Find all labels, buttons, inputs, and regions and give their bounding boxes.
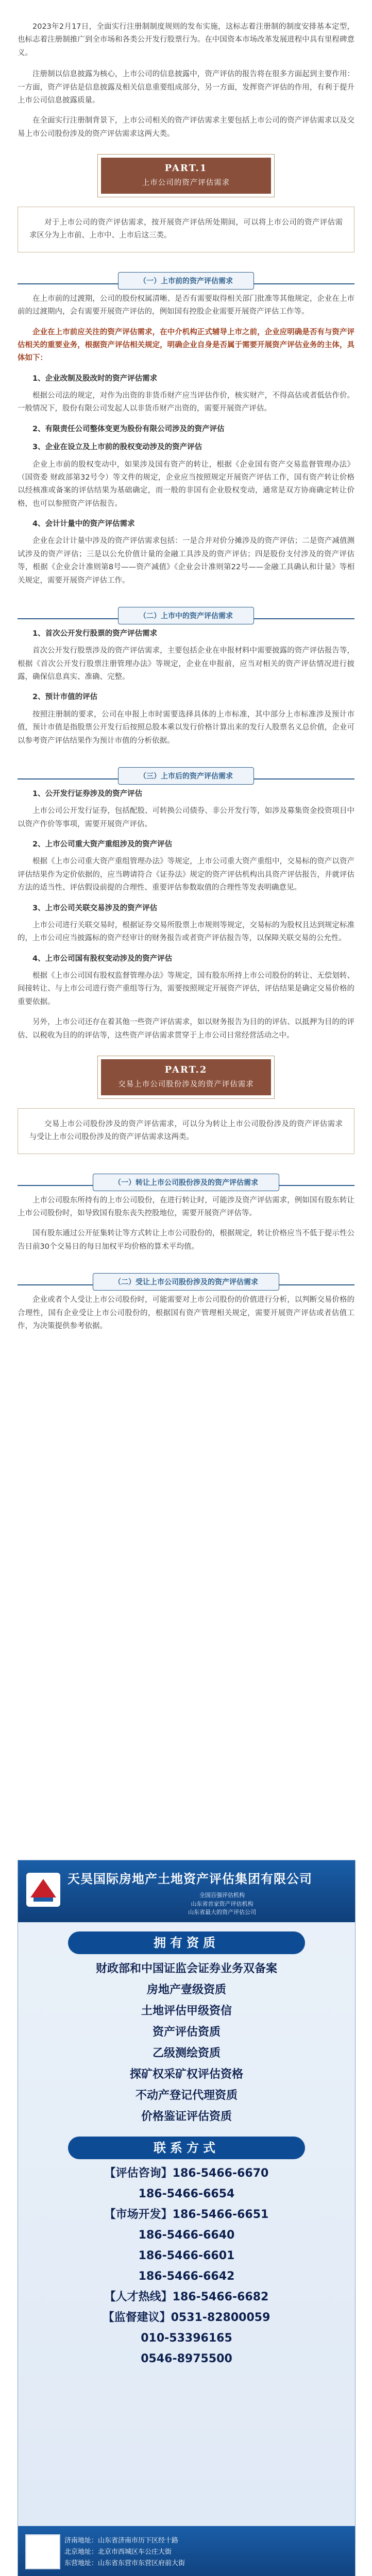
post-ipo-item-3: 3、上市公司关联交易涉及的资产评估 xyxy=(32,904,158,912)
ad-tagline-2: 山东省首家资产评估机构 xyxy=(191,1900,253,1907)
intro-paragraph-3: 在全面实行注册制背景下，上市公司相关的资产评估需求主要包括上市公司的资产评估需求以及交易上市公司股份涉及的资产评估需求这两大类。 xyxy=(18,116,354,138)
address-line: 东营地址：山东省东营市东营区府前大街 xyxy=(64,2560,185,2568)
qr-code-icon xyxy=(25,2534,60,2569)
qualification-item: 房地产壹级资质 xyxy=(146,1984,226,1996)
transfer-title: （一）转让上市公司股份涉及的资产评估需求 xyxy=(93,1174,279,1191)
post-ipo-paragraph-2: 根据《上市公司重大资产重组管理办法》等规定，上市公司重大资产重组中，交易标的资产以资产评估结果作为定价依据的，应当聘请符合《证券法》规定的资产评估机构出具资产评估报告，并就评估方法的适当性、评估假设前提的合理性、重要评估参数取值的合理性等发表明确意见。 xyxy=(18,857,354,892)
ipo-title: （二）上市中的资产评估需求 xyxy=(118,607,254,624)
pre-ipo-paragraph-3: 企业上市前的股权变动中，如果涉及国有资产的转让，根据《企业国有资产交易监督管理办法》（国资委 财政部第32号令）等文件的规定，企业应当按照规定开展资产评估工作，国有资产转让价格以经核准或备案的评估结果为基础确定，而一般的非国有企业股权变动，通常是双方协商确定转让价格，也可以参照资产评估报告。 xyxy=(18,460,354,508)
part2-banner xyxy=(97,1056,275,1099)
ad-addresses xyxy=(64,2535,185,2569)
post-ipo-item-2: 2、上市公司重大资产重组涉及的资产评估 xyxy=(32,840,173,849)
contact-item: 【监督建议】0531-82800059 xyxy=(103,2311,270,2324)
pre-ipo-title: （一）上市前的资产评估需求 xyxy=(118,272,254,290)
ad-tagline xyxy=(188,1891,256,1917)
contact-item: 010-53396165 xyxy=(141,2332,232,2345)
qualification-item: 财政部和中国证监会证券业务双备案 xyxy=(95,1962,277,1975)
ad-tagline-1: 全国百强评估机构 xyxy=(199,1892,245,1899)
ipo-item-1: 1、首次公开发行股票的资产评估需求 xyxy=(32,629,158,638)
contact-item: 186-5466-6601 xyxy=(138,2249,235,2262)
part2-note xyxy=(18,1108,354,1154)
company-advertisement xyxy=(18,1860,356,2576)
intro-paragraph-1: 2023年2月17日，全面实行注册制制度规则的发布实施，这标志着注册制的制度安排基本定型，也标志着注册制推广到全市场和各类公开发行股票行为。在中国资本市场改革发展进程中具有里程碑意义。 xyxy=(18,23,354,57)
qualification-item: 乙级测绘资质 xyxy=(152,2047,221,2060)
contact-list xyxy=(18,2163,355,2369)
contact-item: 186-5466-6654 xyxy=(138,2188,235,2200)
part1-subtitle: 上市公司的资产评估需求 xyxy=(142,179,230,187)
ad-footer xyxy=(18,2526,355,2576)
qualifications-list xyxy=(18,1958,355,2127)
post-ipo-item-4: 4、上市公司国有股权变动涉及的资产评估 xyxy=(32,954,173,963)
post-ipo-item-1: 1、公开发行证券涉及的资产评估 xyxy=(32,789,143,798)
contact-item: 186-5466-6640 xyxy=(138,2229,235,2242)
ad-header xyxy=(18,1860,355,1922)
contact-item: 186-5466-6642 xyxy=(138,2270,235,2283)
address-line: 北京地址：北京市西城区车公庄大街 xyxy=(64,2548,172,2556)
post-ipo-paragraph-3: 上市公司进行关联交易时，根据证券交易所股票上市规则等规定，交易标的为股权且达到规定标准的，上市公司应当披露标的资产经审计的财务报告或者资产评估报告等，以保障关联交易的公允性。 xyxy=(18,921,354,943)
contact-item: 0546-8975500 xyxy=(141,2352,232,2365)
pre-ipo-paragraph-1: 在上市前的过渡期，公司的股份权属清晰、是否有需要取得相关部门批准等其他规定，企业在上市前的过渡期内，会有需要开展资产评估的，例如国有控股企业需要开展资产评估工作等。 xyxy=(18,294,354,316)
qualification-item: 探矿权采矿权评估资格 xyxy=(129,2068,243,2081)
part1-title: PART.1 xyxy=(164,163,208,174)
receive-paragraph-1: 企业或者个人受让上市公司股份时，可能需要对上市公司股份的价值进行分析，以判断交易价格的合理性，国有企业受让上市公司股份的，根据国有资产管理相关规定，需要开展资产评估或者估值工作，为决策提供参考依据。 xyxy=(18,1296,354,1330)
receive-heading xyxy=(18,1268,354,1285)
contact-item: 【人才热线】186-5466-6682 xyxy=(104,2291,269,2303)
pre-ipo-item-3: 3、企业在设立及上市前的股权变动涉及的资产评估 xyxy=(32,443,202,452)
ad-tagline-3: 山东省最大的资产评估公司 xyxy=(188,1909,256,1916)
contact-item: 【市场开发】186-5466-6651 xyxy=(104,2208,269,2221)
transfer-paragraph-1: 上市公司股东所持有的上市公司股份，在进行转让时，可能涉及资产评估需求，例如国有股东转让上市公司股份时，如导致国有股东丧失控股地位，需要开展资产评估等。 xyxy=(18,1196,354,1217)
pre-ipo-bold-paragraph: 企业在上市前应关注的资产评估需求，在中介机构正式辅导上市之前，企业应明确是否有与资产评估相关的重要业务，根据资产评估相关规定，明确企业自身是否属于需要开展资产评估业务的主体，具体如下： xyxy=(18,328,354,363)
pre-ipo-item-1: 1、企业改制及股改时的资产评估需求 xyxy=(32,374,158,383)
post-ipo-paragraph-1: 上市公司公开发行证券，包括配股、可转换公司债券、非公开发行等，如涉及募集资金投资项目中以资产作价等事项，需要开展资产评估。 xyxy=(18,807,354,828)
ipo-paragraph-2: 按照注册制的要求，公司在申报上市时需要选择具体的上市标准，其中部分上市标准涉及预计市值，预计市值是指股票公开发行后按照总股本乘以发行价格计算出来的发行人股票名义总价值，企业可以参考资产评估结果作为预计市值的分析依据。 xyxy=(18,710,354,745)
part1-note-text: 对于上市公司的资产评估需求，按开展资产评估所处期间，可以将上市公司的资产评估需求区分为上市前、上市中、上市后这三类。 xyxy=(29,218,343,240)
part2-subtitle: 交易上市公司股份涉及的资产评估需求 xyxy=(118,1080,254,1089)
intro-paragraph-2: 注册制以信息披露为核心，上市公司的信息披露中，资产评估的报告将在很多方面起到主要作用：一方面，资产评估是信息披露及相关信息重要组成部分，另一方面，发挥资产评估的作用，有利于提升上市公司信息披露质量。 xyxy=(18,70,354,105)
qualification-item: 价格鉴证评估资质 xyxy=(141,2110,232,2123)
contact-title: 联系方式 xyxy=(68,2137,305,2159)
receive-title: （二）受让上市公司股份涉及的资产评估需求 xyxy=(93,1273,279,1291)
qualification-item: 资产评估资质 xyxy=(152,2026,221,2039)
pre-ipo-heading xyxy=(18,267,354,284)
part2-title: PART.2 xyxy=(164,1064,208,1075)
part1-note xyxy=(18,207,354,252)
ipo-paragraph-1: 首次公开发行股票涉及的资产评估需求，主要包括企业在申报材料中需要披露的资产评估报告等，根据《首次公开发行股票注册管理办法》等规定，企业在申报前，应当对相关的资产评估情况进行披露，确保信息真实、准确、完整。 xyxy=(18,647,354,681)
ipo-item-2: 2、预计市值的评估 xyxy=(32,693,98,702)
contact-item: 【评估咨询】186-5466-6670 xyxy=(104,2167,269,2180)
pre-ipo-item-4: 4、会计计量中的资产评估需求 xyxy=(32,520,135,528)
transfer-heading xyxy=(18,1168,354,1186)
qualification-item: 不动产登记代理资质 xyxy=(135,2089,238,2102)
post-ipo-paragraph-4: 根据《上市公司国有股权监督管理办法》等规定，国有股东所持上市公司股份的转让、无偿划转、间接转让、与上市公司进行资产重组等行为，需要按照规定开展资产评估，评估结果是确定交易价格的重要依据。 xyxy=(18,972,354,1006)
address-line: 济南地址：山东省济南市历下区经十路 xyxy=(64,2537,179,2545)
pre-ipo-paragraph-4: 企业在会计计量中涉及的资产评估需求包括：一是合并对价分摊涉及的资产评估；二是资产减值测试涉及的资产评估；三是以公允价值计量的金融工具涉及的资产评估；四是股份支付涉及的资产评估等，根据《企业会计准则第8号——资产减值》《企业会计准则第22号——金融工具确认和计量》等相关规定，需要开展资产评估工作。 xyxy=(18,537,354,585)
post-ipo-title: （三）上市后的资产评估需求 xyxy=(118,767,254,785)
transfer-paragraph-2: 国有股东通过公开征集转让等方式转让上市公司股份的，根据规定，转让价格应当不低于提示性公告日前30个交易日的每日加权平均价格的算术平均值。 xyxy=(18,1229,354,1251)
part2-note-text: 交易上市公司股份涉及的资产评估需求，可以分为转让上市公司股份涉及的资产评估需求与受让上市公司股份涉及的资产评估需求这两类。 xyxy=(29,1120,343,1142)
pre-ipo-paragraph-2: 根据公司法的规定，对作为出资的非货币财产应当评估作价，核实财产，不得高估或者低估作价。一般情况下，股份有限公司发起人以非货币财产出资的，需要开展资产评估。 xyxy=(18,392,354,413)
ipo-heading xyxy=(18,602,354,619)
part1-banner xyxy=(97,154,275,197)
post-ipo-heading xyxy=(18,762,354,779)
qualification-item: 土地评估甲级资信 xyxy=(141,2005,232,2018)
post-ipo-paragraph-5: 另外，上市公司还存在着其他一些资产评估需求，如以财务报告为目的的评估、以抵押为目的的评估、以税收为目的的评估等，这些资产评估需求贯穿于上市公司日常经营活动之中。 xyxy=(18,1018,354,1040)
pre-ipo-item-2: 2、有限责任公司整体变更为股份有限公司涉及的资产评估 xyxy=(32,425,225,433)
ad-company-name: 天昊国际房地产土地资产评估集团有限公司 xyxy=(67,1872,312,1886)
company-logo-icon xyxy=(25,1872,61,1908)
qualifications-title: 拥有资质 xyxy=(68,1931,305,1954)
